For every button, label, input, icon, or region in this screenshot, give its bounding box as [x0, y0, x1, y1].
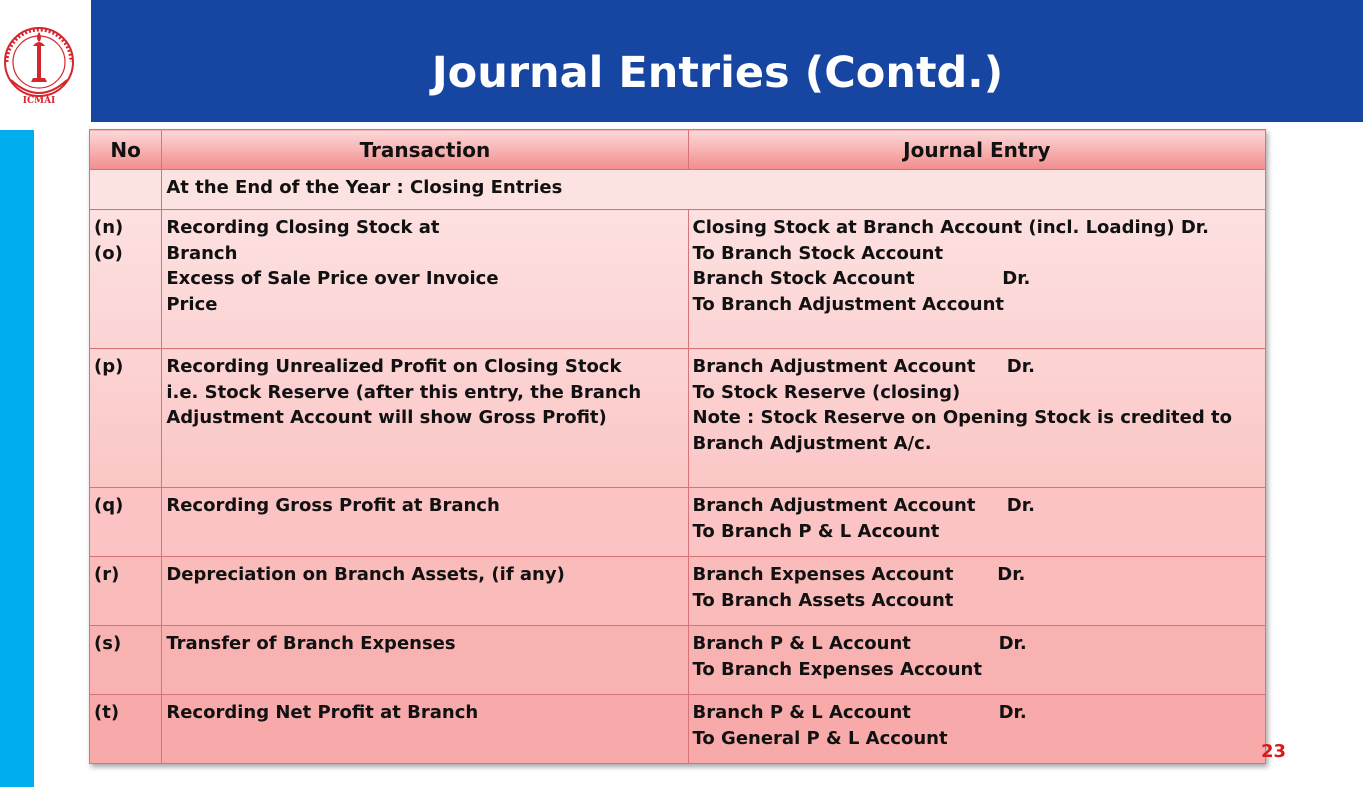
row-journal-entry: Branch Expenses Account Dr. To Branch Assets Account	[692, 564, 1026, 611]
row-transaction-cell	[162, 349, 688, 488]
row-transaction-cell	[162, 557, 688, 626]
row-no: (q)	[94, 495, 124, 516]
row-entry-cell	[688, 695, 1265, 764]
row-no-cell	[90, 695, 162, 764]
table-row	[90, 210, 1266, 349]
row-entry-cell	[688, 210, 1265, 349]
table-row	[90, 695, 1266, 764]
section-row	[90, 170, 1266, 210]
page-number: 23	[1261, 741, 1287, 762]
row-transaction: Depreciation on Branch Assets, (if any)	[166, 564, 565, 585]
table-header-row	[90, 130, 1266, 170]
column-header-journal-entry: Journal Entry	[688, 130, 1265, 170]
row-no: (n) (o)	[94, 217, 124, 264]
table-row	[90, 626, 1266, 695]
row-entry-cell	[688, 557, 1265, 626]
row-transaction: Recording Net Profit at Branch	[166, 702, 479, 723]
row-entry-cell	[688, 488, 1265, 557]
table-row	[90, 488, 1266, 557]
row-no-cell	[90, 210, 162, 349]
institute-logo	[0, 0, 78, 124]
section-heading-cell	[162, 170, 1266, 210]
row-journal-entry: Closing Stock at Branch Account (incl. Loading) Dr. To Branch Stock Account Branch Stock Account Dr. To Branch Adjustment Account	[692, 217, 1209, 315]
table-row	[90, 557, 1266, 626]
row-journal-entry: Branch P & L Account Dr. To Branch Expenses Account	[692, 633, 1027, 680]
left-accent-bar	[0, 130, 34, 787]
row-no-cell	[90, 626, 162, 695]
row-journal-entry: Branch P & L Account Dr. To General P & L Account	[692, 702, 1027, 749]
slide-title: Journal Entries (Contd.)	[431, 48, 1004, 98]
row-journal-entry: Branch Adjustment Account Dr. To Branch P & L Account	[692, 495, 1035, 542]
row-no: (s)	[94, 633, 122, 654]
row-no-cell	[90, 488, 162, 557]
row-transaction: Recording Gross Profit at Branch	[166, 495, 500, 516]
section-empty-cell	[90, 170, 162, 210]
row-journal-entry: Branch Adjustment Account Dr. To Stock Reserve (closing) Note : Stock Reserve on Opening Stock is credited to Branch Adjustment A/c.	[692, 356, 1232, 454]
row-no: (r)	[94, 564, 120, 585]
row-transaction-cell	[162, 626, 688, 695]
row-transaction-cell	[162, 210, 688, 349]
row-no-cell	[90, 349, 162, 488]
row-no-cell	[90, 557, 162, 626]
table-row	[90, 349, 1266, 488]
column-header-no: No	[90, 130, 162, 170]
row-no: (t)	[94, 702, 120, 723]
institute-seal-icon	[1, 2, 77, 122]
row-transaction: Transfer of Branch Expenses	[166, 633, 456, 654]
row-transaction-cell	[162, 488, 688, 557]
section-heading: At the End of the Year : Closing Entries	[166, 177, 563, 198]
row-transaction: Recording Closing Stock at Branch Excess of Sale Price over Invoice Price	[166, 217, 499, 315]
row-entry-cell	[688, 349, 1265, 488]
journal-entries-table	[89, 129, 1266, 764]
row-entry-cell	[688, 626, 1265, 695]
row-transaction-cell	[162, 695, 688, 764]
row-no: (p)	[94, 356, 124, 377]
svg-text:ICMAI: ICMAI	[22, 96, 56, 106]
column-header-transaction: Transaction	[162, 130, 688, 170]
row-transaction: Recording Unrealized Profit on Closing Stock i.e. Stock Reserve (after this entry, the Branch Adjustment Account will show Gross Profit)	[166, 356, 642, 428]
